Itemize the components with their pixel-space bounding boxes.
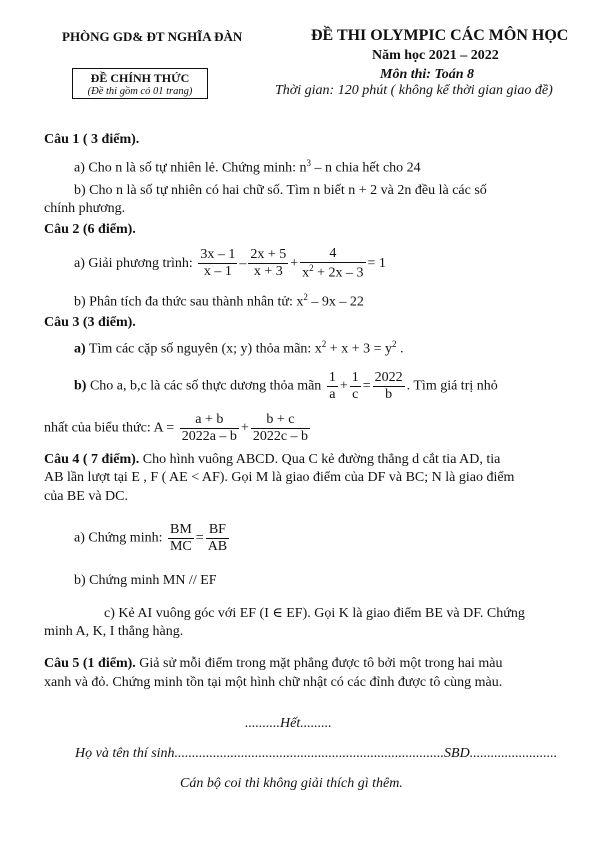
q3-c-op: + [240,420,249,436]
q3-bf1-denominator: a [329,387,336,403]
q2-fraction-3 [300,246,365,282]
q4-a-fraction-1 [168,522,194,555]
q2-f3-den-exp: 2 [309,263,314,274]
q3-bf2-numerator: 1 [350,370,361,387]
q2-f3-denominator [300,263,365,282]
q3-cf2-numerator: b + c [251,412,310,429]
q2-title: Câu 2 (6 điểm). [44,222,136,237]
proctor-note: Cán bộ coi thi không giải thích gì thêm. [180,776,403,791]
q1-part-a [74,158,421,177]
q5-line2: xanh và đỏ. Chứng minh tồn tại một hình chữ nhật có các đỉnh được tô cùng màu. [44,675,503,690]
q3-b-label: b) [74,378,87,394]
q2-f1-numerator: 3x – 1 [198,247,237,264]
q3-b-op: + [339,378,348,394]
q3-c-fraction-2 [251,412,310,445]
q2-fraction-2 [248,247,288,280]
q4-part-a [74,522,231,555]
q1-a-tail: – n chia hết cho 24 [311,160,421,176]
q3-c-prefix: nhất của biểu thức: A = [44,420,175,436]
time-limit: Thời gian: 120 phút ( không kể thời gian giao đề) [275,83,553,98]
q2-part-a [74,246,386,282]
q3-b-tail: . Tìm giá trị nhỏ [406,378,498,394]
q1-a-exponent: 3 [306,158,312,168]
q3-b-fraction-2 [350,370,361,403]
q4-af1-numerator: BM [168,522,194,539]
q4-af2-denominator: AB [207,539,228,555]
subject: Môn thi: Toán 8 [380,67,475,82]
q3-b-fraction-3 [373,370,405,403]
q1-part-b-line2: chính phương. [44,201,126,216]
q2-a-prefix: a) Giải phương trình: [74,255,193,271]
q2-f1-denominator: x – 1 [203,264,232,280]
q3-a-exp1: 2 [321,339,327,349]
q2-f3-numerator: 4 [300,246,365,263]
q2-f3-den-a: x [302,265,310,281]
q1-part-b-line1: b) Cho n là số tự nhiên có hai chữ số. Tìm n biết n + 2 và 2n đều là các số [74,183,487,198]
q4-line3: của BE và DC. [44,489,128,504]
candidate-line: Họ và tên thí sinh.............................................................................SBD......................... [75,746,558,761]
q3-c-fraction-1 [180,412,239,445]
q2-b-text: b) Phân tích đa thức sau thành nhân tử: x [74,294,304,310]
q3-bf3-numerator: 2022 [373,370,405,387]
q3-b-eq: = [362,378,371,394]
q4-title: Câu 4 ( 7 điểm). [44,452,140,467]
q1-title: Câu 1 ( 3 điểm). [44,132,140,147]
q3-expression [44,412,312,445]
official-label: ĐỀ CHÍNH THỨC [90,71,190,85]
q1-a-text: a) Cho n là số tự nhiên lẻ. Chứng minh: n [74,160,307,176]
q3-cf1-denominator: 2022a – b [181,429,237,445]
q5-title: Câu 5 (1 điểm). [44,656,136,671]
q4-line2: AB lần lượt tại E , F ( AE < AF). Gọi M là giao điểm của DF và BC; N là giao điểm [44,470,515,485]
q4-a-eq: = [195,530,204,546]
q2-b-tail: – 9x – 22 [307,294,364,310]
q4-part-b: b) Chứng minh MN // EF [74,573,217,588]
q3-cf1-numerator: a + b [180,412,239,429]
q3-part-a [74,339,403,358]
q3-bf3-denominator: b [385,387,393,403]
end-marker: ..........Hết......... [245,716,332,731]
q2-f2-numerator: 2x + 5 [248,247,288,264]
q2-fraction-1 [198,247,237,280]
q4-af2-numerator: BF [206,522,229,539]
q2-f3-den-b: + 2x – 3 [313,265,364,281]
official-box [72,68,208,99]
q3-b-fraction-1 [327,370,338,403]
q4-a-fraction-2 [206,522,229,555]
q3-a-end: . [396,341,404,357]
q4-a-prefix: a) Chứng minh: [74,530,163,546]
q2-f2-denominator: x + 3 [253,264,283,280]
q2-op2: + [290,255,299,271]
pages-note: (Đề thi gồm có 01 trang) [87,86,193,97]
q3-a-text: Tìm các cặp số nguyên (x; y) thỏa mãn: x [85,341,322,357]
q2-b-exponent: 2 [303,292,308,302]
department-name: PHÒNG GD& ĐT NGHĨA ĐÀN [62,29,243,44]
q3-a-mid: + x + 3 = y [326,341,392,357]
q5-line1-tail: Giả sử mỗi điểm trong mặt phẳng được tô bởi một trong hai màu [135,656,503,671]
q2-eq-rhs: = 1 [367,255,386,271]
exam-title: ĐỀ THI OLYMPIC CÁC MÔN HỌC [311,27,569,44]
q4-part-c-line1: c) Kẻ AI vuông góc với EF (I ∈ EF). Gọi K là giao điểm BE và DF. Chứng [104,606,525,621]
q3-bf2-denominator: c [352,387,359,403]
q3-a-label: a) [74,341,86,357]
q3-part-b [74,370,498,403]
q2-op1: – [239,255,247,271]
q2-part-b [74,292,364,311]
q3-title: Câu 3 (3 điểm). [44,315,136,330]
q4-part-c-line2: minh A, K, I thẳng hàng. [44,624,184,639]
q4-line1 [44,452,500,468]
q3-a-exp2: 2 [391,339,397,349]
q4-af1-denominator: MC [169,539,192,555]
school-year: Năm học 2021 – 2022 [372,48,499,63]
q4-line1-tail: Cho hình vuông ABCD. Qua C kẻ đường thẳng d cắt tia AD, tia [139,452,501,467]
q3-bf1-numerator: 1 [327,370,338,387]
q3-b-text: Cho a, b,c là các số thực dương thỏa mãn [86,378,322,394]
q3-cf2-denominator: 2022c – b [252,429,309,445]
q5-line1 [44,656,503,672]
